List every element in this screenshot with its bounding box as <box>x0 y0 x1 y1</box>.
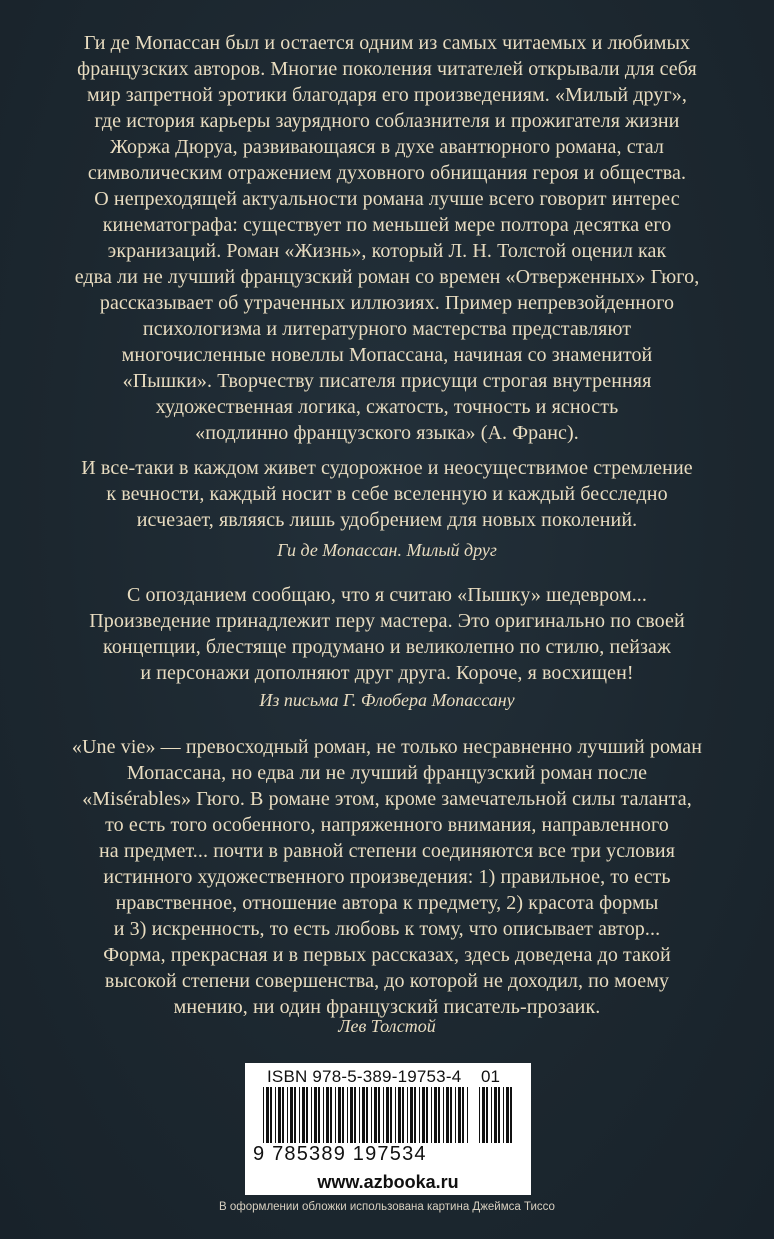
barcode-bar <box>434 1087 437 1143</box>
text-line: к вечности, каждый носит в себе вселенную и каждый бесследно <box>106 483 668 505</box>
text-line: концепции, блестяще продумано и великолепно по стилю, пейзаж <box>103 636 671 658</box>
barcode-bar <box>290 1087 293 1143</box>
barcode-bar <box>270 1087 272 1143</box>
barcode-bar <box>299 1087 300 1143</box>
text-line: Форма, прекрасная и в первых рассказах, здесь доведена до такой <box>103 944 671 966</box>
text-line: психологизма и литературного мастерства представляют <box>142 318 632 340</box>
barcode-bar <box>510 1087 512 1143</box>
barcode-bar <box>359 1087 360 1143</box>
text-line: символическим отражением духовного обнищания героя и общества. <box>87 162 687 184</box>
barcode-bar <box>350 1087 353 1143</box>
quote-attribution <box>30 688 744 712</box>
description-paragraph <box>30 30 744 446</box>
barcode-bar <box>330 1087 332 1143</box>
barcode-bar <box>486 1087 488 1143</box>
text-line: С опозданием сообщаю, что я считаю «Пышку» шедевром... <box>126 584 648 606</box>
barcode-bar <box>338 1087 341 1143</box>
isbn-label: ISBN 978-5-389-19753-4 <box>267 1067 462 1086</box>
barcode-bar <box>398 1087 401 1143</box>
barcode-bar <box>407 1087 408 1143</box>
cover-art-credit: В оформлении обложки использована картина Джеймса Тиссо <box>219 1201 555 1213</box>
text-line: высокой степени совершенства, до которой не доходил, по моему <box>104 970 670 992</box>
barcode-bar <box>266 1087 269 1143</box>
book-description <box>30 30 744 446</box>
text-line: едва ли не лучший французский роман со времен «Отверженных» Гюго, <box>74 266 700 288</box>
barcode-bar <box>426 1087 428 1143</box>
text-line: кинематографа: существует по меньшей мере полтора десятка его <box>102 214 672 236</box>
quote-attribution <box>30 1014 744 1038</box>
barcode-bar <box>455 1087 456 1143</box>
text-line: мир запретной эротики благодаря его произведениям. «Милый друг», <box>87 84 687 106</box>
text-line: мнению, ни один французский писатель-прозаик. <box>173 996 601 1018</box>
barcode-bar <box>278 1087 281 1143</box>
text-line: «Пышки». Творчеству писателя присущи строгая внутренняя <box>122 370 652 392</box>
quote-text <box>30 455 744 533</box>
barcode-bar <box>395 1087 396 1143</box>
text-line: И все-таки в каждом живет судорожное и неосуществимое стремление <box>81 457 693 479</box>
barcode-bar <box>287 1087 288 1143</box>
barcode-bar <box>419 1087 420 1143</box>
text-line: «Une vie» — превосходный роман, не только несравненно лучший роман <box>71 736 703 758</box>
text-line: Произведение принадлежит перу мастера. Это оригинально по своей <box>89 610 685 632</box>
barcode-bar <box>414 1087 416 1143</box>
barcode-bar <box>374 1087 377 1143</box>
barcode-bar <box>462 1087 464 1143</box>
barcode-bar <box>386 1087 389 1143</box>
isbn-barcode <box>245 1063 531 1169</box>
barcode-bar <box>422 1087 425 1143</box>
barcode-bar <box>467 1087 468 1143</box>
barcode-bar <box>410 1087 413 1143</box>
barcode-bar <box>335 1087 336 1143</box>
barcode-bar <box>458 1087 461 1143</box>
barcode-bar <box>446 1087 449 1143</box>
barcode-bar <box>354 1087 356 1143</box>
barcode-bar <box>366 1087 368 1143</box>
text-line: на предмет... почти в равной степени соединяются все три условия <box>98 840 676 862</box>
text-line: художественная логика, сжатость, точность и ясность <box>155 396 619 418</box>
barcode-addon-bars-icon <box>477 1087 517 1143</box>
attribution-text: Лев Толстой <box>338 1016 436 1036</box>
barcode-bar <box>503 1087 504 1143</box>
barcode-bar <box>498 1087 500 1143</box>
text-line: Жоржа Дюруа, развивающаяся в духе авантюрного романа, стал <box>109 136 665 158</box>
text-line: Ги де Мопассан был и остается одним из самых читаемых и любимых <box>83 32 691 54</box>
text-line: исчезает, являясь лишь удобрением для новых поколений. <box>136 509 638 531</box>
publisher-url: www.azbooka.ru <box>245 1169 531 1195</box>
barcode-bar <box>450 1087 452 1143</box>
barcode-bar <box>479 1087 480 1143</box>
attribution-text: Ги де Мопассан. Милый друг <box>277 540 497 560</box>
barcode-bar <box>378 1087 380 1143</box>
text-line: французских авторов. Многие поколения читателей открывали для себя <box>77 58 697 80</box>
barcode-bar <box>438 1087 440 1143</box>
barcode-addon-label: 01 <box>481 1067 500 1086</box>
quote-attribution <box>30 538 744 562</box>
barcode-bar <box>263 1087 264 1143</box>
quote-tolstoy <box>30 734 744 1020</box>
barcode-bar <box>402 1087 404 1143</box>
barcode-bar <box>383 1087 384 1143</box>
quote-text <box>30 734 744 1020</box>
barcode-bar <box>482 1087 485 1143</box>
text-line: нравственное, отношение автора к предмету, 2) красота формы <box>115 892 659 914</box>
text-line: и персонажи дополняют друг друга. Короче, я восхищен! <box>140 662 634 684</box>
text-line: рассказывает об утраченных иллюзиях. Пример непревзойденного <box>99 292 675 314</box>
quote-flaubert <box>30 582 744 686</box>
quote-maupassant <box>30 455 744 533</box>
barcode-bar <box>371 1087 372 1143</box>
barcode-bar <box>443 1087 444 1143</box>
text-line: истинного художественного произведения: 1) правильное, то есть <box>103 866 671 888</box>
barcode-bars-icon <box>261 1087 471 1143</box>
barcode-bar <box>282 1087 284 1143</box>
barcode-bar <box>347 1087 348 1143</box>
barcode-bar <box>314 1087 317 1143</box>
barcode-bar <box>506 1087 509 1143</box>
barcode-bar <box>318 1087 320 1143</box>
barcode-bar <box>431 1087 432 1143</box>
barcode-bar <box>302 1087 305 1143</box>
text-line: «подлинно французского языка» (А. Франс). <box>195 422 579 444</box>
text-line: экранизаций. Роман «Жизнь», который Л. Н. Толстой оценил как <box>107 240 667 262</box>
text-line: «Misérables» Гюго. В романе этом, кроме замечательной силы таланта, <box>82 788 692 810</box>
barcode-bar <box>306 1087 308 1143</box>
barcode-bar <box>311 1087 312 1143</box>
barcode-bar <box>275 1087 276 1143</box>
text-line: и 3) искренность, то есть любовь к тому, что описывает автор... <box>113 918 661 940</box>
barcode-bar <box>362 1087 365 1143</box>
text-line: где история карьеры заурядного соблазнителя и прожигателя жизни <box>94 110 680 132</box>
barcode-digits: 9 785389 197534 <box>253 1143 427 1165</box>
barcode-bar <box>294 1087 296 1143</box>
barcode-bar <box>491 1087 492 1143</box>
attribution-text: Из письма Г. Флобера Мопассану <box>259 690 515 710</box>
text-line: то есть того особенного, напряженного внимания, направленного <box>105 814 669 836</box>
barcode-bar <box>323 1087 324 1143</box>
text-line: Мопассана, но едва ли не лучший французский роман после <box>126 762 648 784</box>
text-line: многочисленные новеллы Мопассана, начиная со знаменитой <box>121 344 653 366</box>
barcode-bar <box>390 1087 392 1143</box>
barcode-bar <box>342 1087 344 1143</box>
barcode-bar <box>326 1087 329 1143</box>
barcode-bar <box>494 1087 497 1143</box>
text-line: О непреходящей актуальности романа лучше всего говорит интерес <box>94 188 680 210</box>
quote-text <box>30 582 744 686</box>
